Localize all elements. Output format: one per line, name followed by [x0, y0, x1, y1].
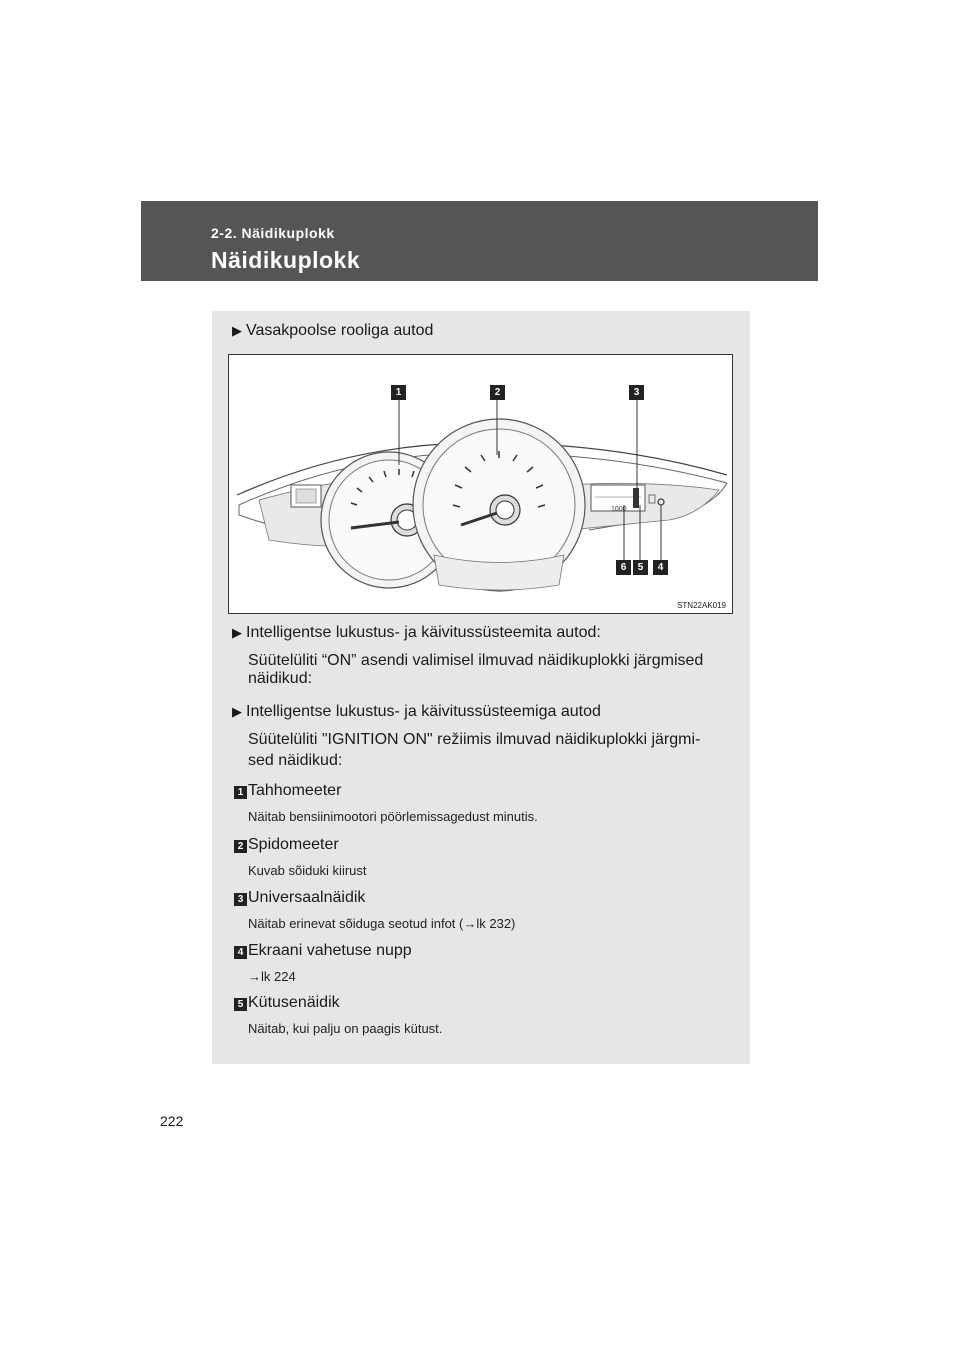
item-title: Ekraani vahetuse nupp: [248, 942, 412, 959]
note-1-line-2: näidikud:: [248, 670, 313, 687]
item-number-2: 2: [234, 840, 247, 853]
callout-5: 5: [633, 560, 648, 575]
item-number-3: 3: [234, 893, 247, 906]
figure-code: STN22AK019: [677, 601, 726, 610]
item-description: Näitab bensiinimootori pöörlemissagedust minutis.: [248, 809, 538, 824]
callout-3: 3: [629, 385, 644, 400]
item-number-4: 4: [234, 946, 247, 959]
section-label: 2-2. Näidikuplokk: [211, 225, 335, 241]
item-title: Universaalnäidik: [248, 889, 366, 906]
instrument-cluster-figure: [228, 354, 733, 614]
callout-4: 4: [653, 560, 668, 575]
item-number-1: 1: [234, 786, 247, 799]
page-title: Näidikuplokk: [211, 247, 361, 273]
triangle-bullet-icon: ▶: [232, 704, 242, 719]
note-2-heading: ▶ Intelligentse lukustus- ja käivitussüsteemiga autod: [232, 703, 601, 720]
item-number-5: 5: [234, 998, 247, 1011]
item-title: Kütusenäidik: [248, 994, 340, 1011]
triangle-bullet-icon: ▶: [232, 625, 242, 640]
triangle-bullet-icon: ▶: [232, 323, 242, 338]
note-2-line-2: sed näidikud:: [248, 752, 343, 769]
item-description: Näitab erinevat sõiduga seotud infot (→lk 232): [248, 916, 516, 931]
callout-1: 1: [391, 385, 406, 400]
item-title: Tahhomeeter: [248, 782, 342, 799]
note-1-line-1: Süütelüliti “ON” asendi valimisel ilmuvad näidikuplokki järgmised: [248, 652, 704, 669]
content-panel: [212, 311, 750, 1064]
page-number: 222: [160, 1113, 184, 1129]
header-bar: [141, 201, 818, 281]
figure-heading: ▶ Vasakpoolse rooliga autod: [232, 322, 434, 339]
svg-text:1000: 1000: [611, 506, 627, 513]
item-description: Kuvab sõiduki kiirust: [248, 863, 367, 878]
note-2-line-1: Süütelüliti "IGNITION ON" režiimis ilmuvad näidikuplokki järgmi-: [248, 731, 701, 748]
item-description: →lk 224: [248, 969, 296, 984]
note-1-heading: ▶ Intelligentse lukustus- ja käivitussüsteemita autod:: [232, 624, 601, 641]
callout-2: 2: [490, 385, 505, 400]
callout-6: 6: [616, 560, 631, 575]
item-description: Näitab, kui palju on paagis kütust.: [248, 1021, 443, 1036]
item-title: Spidomeeter: [248, 836, 339, 853]
